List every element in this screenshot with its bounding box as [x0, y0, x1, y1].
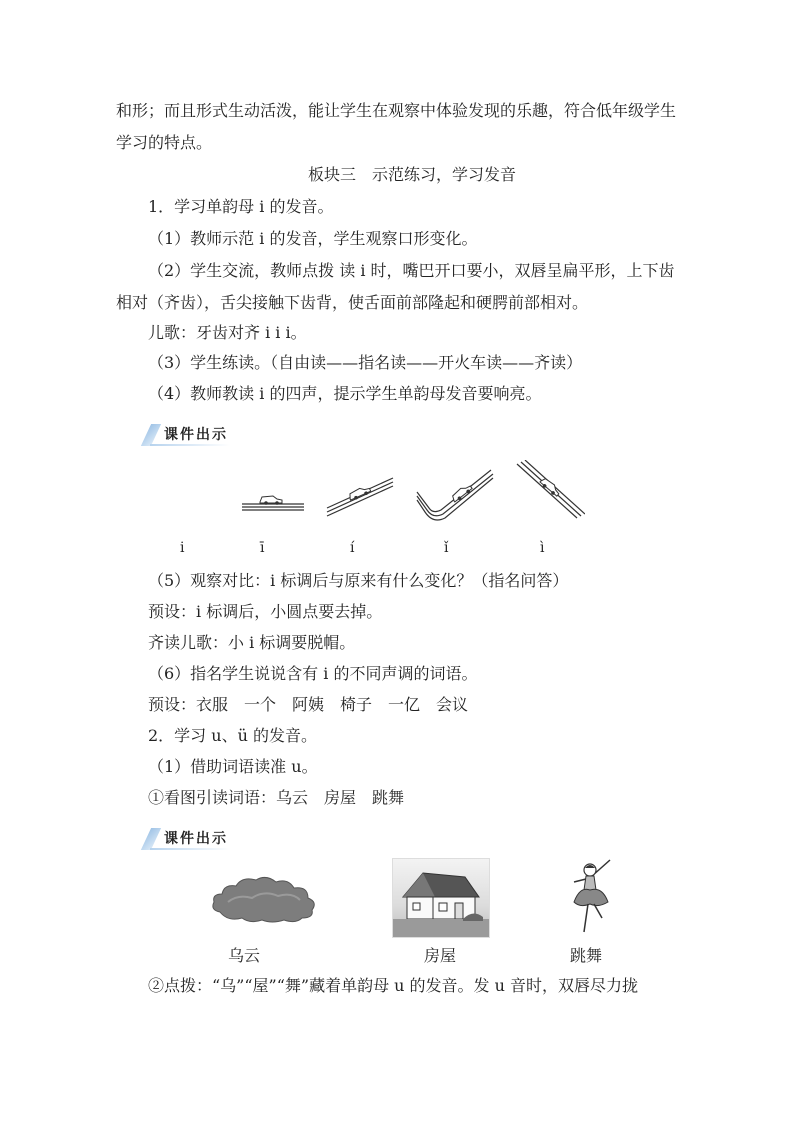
- tag-label: 课件出示: [164, 831, 228, 847]
- tone-label: ì: [540, 540, 545, 556]
- text-line: 儿歌：牙齿对齐 i i i。: [148, 323, 307, 342]
- text-line: ①看图引读词语：乌云 房屋 跳舞: [148, 788, 405, 807]
- text-line: （3）学生练读。（自由读——指名读——开火车读——齐读）: [148, 353, 583, 372]
- tag-bar-icon: [141, 828, 161, 850]
- tag-bar-icon: [141, 424, 161, 446]
- house-icon: [393, 859, 489, 937]
- tag-label: 课件出示: [164, 427, 228, 443]
- tag-underline: [150, 848, 230, 850]
- flat-road-car-icon: [240, 488, 306, 518]
- text-line: 学习的特点。: [116, 133, 213, 152]
- picture-label: 房屋: [424, 946, 457, 965]
- rising-road-car-icon: [325, 470, 395, 520]
- text-line: ②点拨：“乌”“屋”“舞”藏着单韵母 u 的发音。发 u 音时，双唇尽力拢: [148, 976, 639, 995]
- text-line: 预设：衣服 一个 阿姨 椅子 一亿 会议: [148, 695, 469, 714]
- dancer-image: [562, 856, 618, 938]
- text-line: （1）教师示范 i 的发音，学生观察口形变化。: [148, 229, 478, 248]
- text-line: （5）观察对比：i 标调后与原来有什么变化？（指名问答）: [148, 571, 569, 590]
- tone-label: ǐ: [444, 540, 449, 556]
- tone-label: ī: [260, 540, 265, 556]
- text-line: （1）借助词语读准 u。: [148, 757, 318, 776]
- text-line: 和形；而且形式生动活泼，能让学生在观察中体验发现的乐趣，符合低年级学生: [116, 101, 677, 120]
- text-line: （4）教师教读 i 的四声，提示学生单韵母发音要响亮。: [148, 384, 542, 403]
- picture-label: 跳舞: [570, 946, 603, 965]
- tone-label: í: [350, 540, 355, 556]
- section-title: 板块三 示范练习，学习发音: [308, 165, 517, 184]
- dipping-road-car-icon: [415, 462, 495, 524]
- cloud-image: [208, 872, 320, 924]
- text-line: （2）学生交流，教师点拨 读 i 时，嘴巴开口要小，双唇呈扁平形，上下齿: [148, 261, 675, 280]
- courseware-tag: [146, 422, 236, 450]
- tag-underline: [150, 444, 230, 446]
- text-line: 2．学习 u、ü 的发音。: [148, 726, 317, 745]
- falling-road-car-icon: [515, 460, 585, 522]
- courseware-tag: [146, 826, 236, 854]
- tone-label: i: [180, 540, 185, 556]
- text-line: 相对（齐齿），舌尖接触下齿背，使舌面前部隆起和硬腭前部相对。: [116, 293, 589, 312]
- picture-label: 乌云: [228, 946, 261, 965]
- text-line: 预设：i 标调后，小圆点要去掉。: [148, 602, 383, 621]
- house-image: [392, 858, 490, 938]
- text-line: （6）指名学生说说含有 i 的不同声调的词语。: [148, 664, 478, 683]
- text-line: 齐读儿歌：小 i 标调要脱帽。: [148, 633, 356, 652]
- text-line: 1．学习单韵母 i 的发音。: [148, 197, 334, 216]
